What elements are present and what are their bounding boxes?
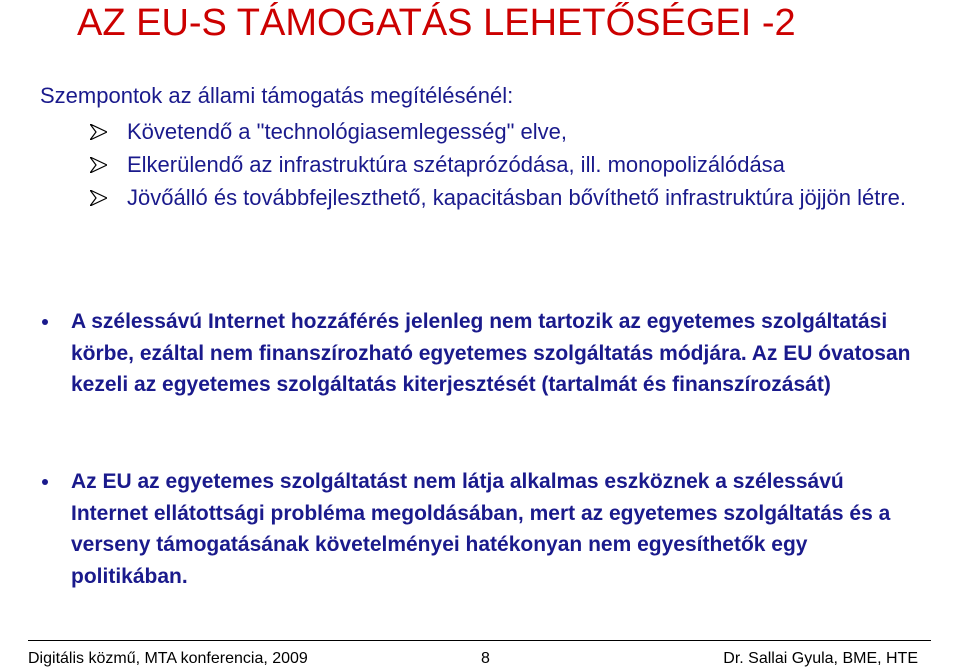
- bullet-dot-icon: [42, 479, 48, 485]
- page-number: 8: [481, 650, 490, 667]
- bullet-list: [40, 466, 920, 592]
- bullet-list: [40, 306, 920, 401]
- slide-title: AZ EU-S TÁMOGATÁS LEHETŐSÉGEI -2: [77, 2, 796, 44]
- criteria-item: [90, 181, 910, 214]
- criteria-heading: Szempontok az állami támogatás megítélésénél:: [40, 83, 514, 108]
- bullet-text: Az EU az egyetemes szolgáltatást nem látja alkalmas eszköznek a szélessávú Internet ellátottsági probléma megoldásában, mert az egyetemes szolgáltatás és a verseny támogatásának követelményei hatékonyan nem egyesíthetők egy politikában.: [71, 470, 891, 588]
- criteria-item: [90, 115, 910, 148]
- bullet-item: [40, 466, 920, 592]
- footer-author: Dr. Sallai Gyula, BME, HTE: [723, 650, 918, 667]
- footer-event: Digitális közmű, MTA konferencia, 2009: [28, 650, 308, 667]
- criteria-item-text: Jövőálló és továbbfejleszthető, kapacitásban bővíthető infrastruktúra jöjjön létre.: [127, 185, 907, 210]
- bullet-dot-icon: [42, 319, 48, 325]
- arrow-bullet-icon: [90, 190, 107, 206]
- arrow-bullet-icon: [90, 157, 107, 173]
- criteria-item-text: Követendő a "technológiasemlegesség" elve,: [127, 119, 568, 144]
- arrow-bullet-icon: [90, 124, 107, 140]
- footer-divider: [28, 640, 931, 641]
- bullet-text: A szélessávú Internet hozzáférés jelenleg nem tartozik az egyetemes szolgáltatási körbe, ezáltal nem finanszírozható egyetemes szolgáltatás módjára. Az EU óvatosan kezeli az egyetemes szolgáltatás kiterjesztését (tartalmát és finanszírozását): [71, 310, 911, 396]
- bullet-item: [40, 306, 920, 401]
- criteria-list: [90, 115, 910, 214]
- criteria-item: [90, 148, 910, 181]
- criteria-item-text: Elkerülendő az infrastruktúra szétaprózódása, ill. monopolizálódása: [127, 152, 785, 177]
